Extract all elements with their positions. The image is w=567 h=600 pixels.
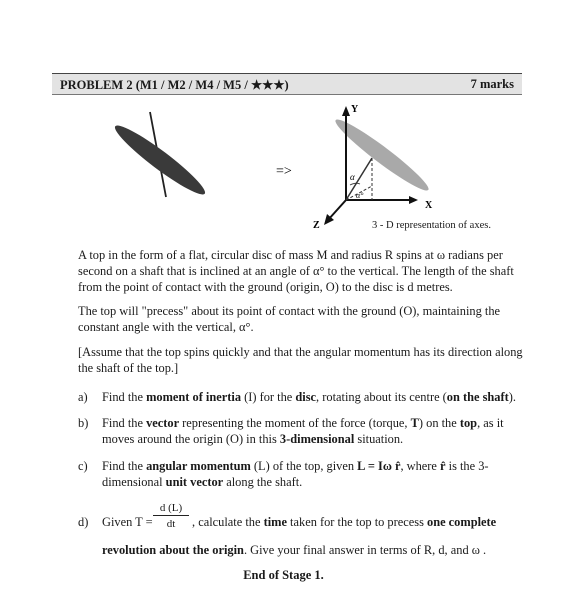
question-a-label: a) xyxy=(78,390,88,404)
question-a-text: Find the moment of inertia (I) for the disc, rotating about its centre (on the shaft). xyxy=(102,390,516,404)
question-d-given: Given T = xyxy=(102,515,153,529)
question-c xyxy=(0,458,567,492)
fraction-denominator: dt xyxy=(166,518,176,530)
question-b xyxy=(0,415,567,449)
question-d-label: d) xyxy=(78,515,89,529)
implies-arrow: => xyxy=(276,164,292,179)
axis-z-label: Z xyxy=(313,220,320,231)
alpha-label: α xyxy=(350,172,355,182)
axis-x-label: X xyxy=(425,200,433,211)
left-top-diagram xyxy=(110,112,210,201)
problem-marks: 7 marks xyxy=(470,77,514,91)
question-c-label: c) xyxy=(78,459,88,473)
question-b-label: b) xyxy=(78,416,89,430)
question-a xyxy=(0,389,567,405)
axis-y-label: Y xyxy=(351,104,359,115)
precession-paragraph: The top will "precess" about its point of contact with the ground (O), maintaining the constant angle with the vertical, α°. xyxy=(78,304,501,334)
fraction-numerator: d (L) xyxy=(159,502,183,514)
question-c-text: Find the angular momentum (L) of the top, given L = Iω r̂, where r̂ is the 3-dimensional unit vector along the shaft. xyxy=(102,459,489,489)
question-d xyxy=(0,500,567,560)
question-d-text-line2: revolution about the origin. Give your final answer in terms of R, d, and ω . xyxy=(102,543,487,557)
end-of-stage: End of Stage 1. xyxy=(243,568,324,582)
question-b-text: Find the vector representing the moment of the force (torque, T) on the top, as it moves around the origin (O) in this 3-dimensional situation. xyxy=(102,416,504,446)
question-d-text: , calculate the time taken for the top to precess one complete xyxy=(192,515,497,529)
assumption-paragraph: [Assume that the top spins quickly and that the angular momentum has its direction along the shaft of the top.] xyxy=(78,345,523,375)
problem-title: PROBLEM 2 (M1 / M2 / M4 / M5 / ★★★) xyxy=(60,78,289,92)
right-axes-diagram xyxy=(313,104,433,231)
intro-paragraph: A top in the form of a flat, circular disc of mass M and radius R spins at ω radians per second on a shaft that is inclined at an angle of α° to the vertical. The length of the shaft from the point of contact with the ground (origin, O) to the disc is d metres. xyxy=(78,248,514,294)
alpha-degree-label: α° xyxy=(356,191,364,200)
figure-caption: 3 - D representation of axes. xyxy=(372,220,491,231)
